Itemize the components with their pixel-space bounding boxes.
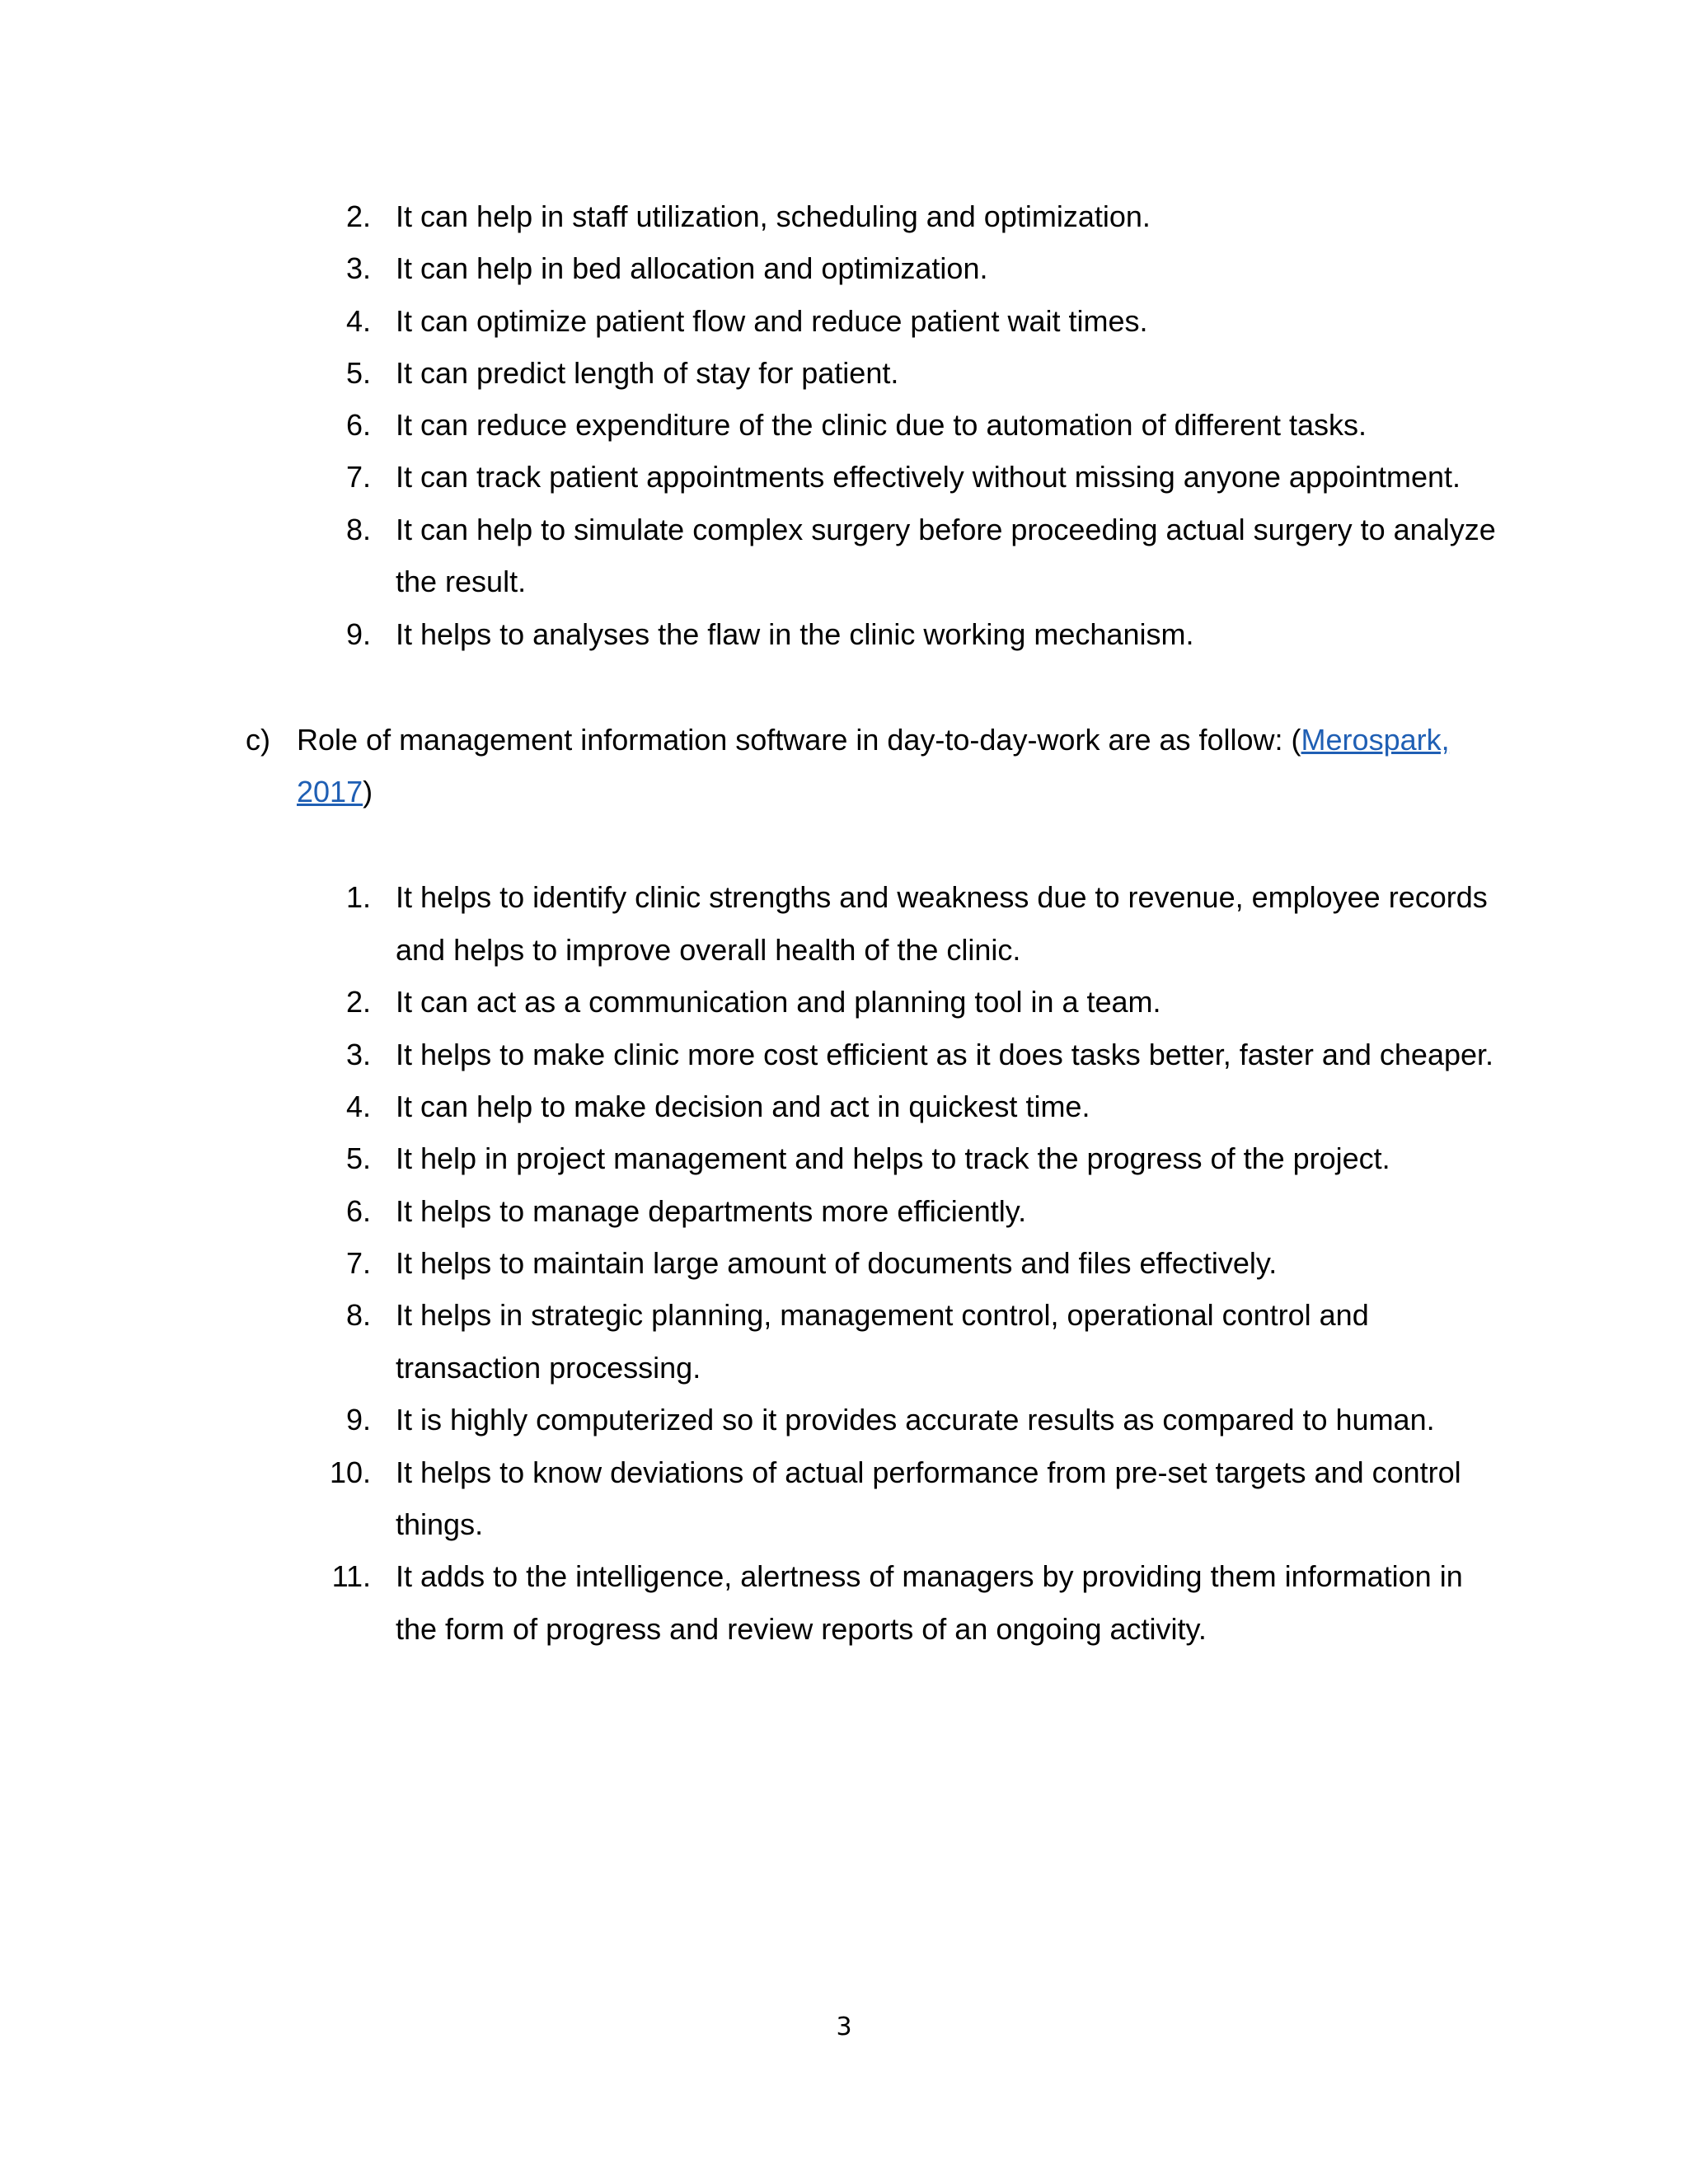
list-item-text: It helps in strategic planning, management control, operational control and (396, 1298, 1369, 1332)
list-item-text: It can reduce expenditure of the clinic due to automation of different tasks. (396, 408, 1367, 442)
list-item-text-continued: the form of progress and review reports of an ongoing activity. (396, 1612, 1207, 1646)
section-c-close-paren: ) (363, 775, 373, 808)
list-number: 3. (345, 251, 371, 285)
list-number: 1. (345, 880, 371, 914)
page-number: 3 (836, 2013, 852, 2041)
list-number: 7. (345, 460, 371, 494)
list-item-text-continued: the result. (396, 565, 527, 598)
list-number: 10. (329, 1455, 371, 1489)
list-item-text: It can track patient appointments effectively without missing anyone appointment. (396, 460, 1461, 494)
list-number: 8. (345, 513, 371, 546)
list-item-text: It helps to maintain large amount of documents and files effectively. (396, 1246, 1278, 1280)
list-number: 11. (331, 1559, 371, 1593)
list-item-text: It is highly computerized so it provides accurate results as compared to human. (396, 1403, 1435, 1436)
citation-link[interactable]: Merospark, (1301, 723, 1450, 757)
list-item-text: It can help in staff utilization, scheduling and optimization. (396, 199, 1151, 233)
list-item-text: It helps to know deviations of actual performance from pre-set targets and control (396, 1455, 1461, 1489)
list-number: 6. (345, 408, 371, 442)
list-number: 5. (345, 1141, 371, 1175)
citation-link-year[interactable]: 2017 (297, 775, 363, 808)
list-number: 3. (345, 1038, 371, 1071)
list-number: 5. (345, 356, 371, 390)
list-item-text: It helps to analyses the flaw in the clinic working mechanism. (396, 617, 1194, 651)
list-item-text: It adds to the intelligence, alertness of managers by providing them information in (396, 1559, 1463, 1593)
list-number: 7. (345, 1246, 371, 1280)
list-number: 9. (345, 617, 371, 651)
list-item-text: It can help to simulate complex surgery before proceeding actual surgery to analyze (396, 513, 1496, 546)
list-item-text: It helps to make clinic more cost efficient as it does tasks better, faster and cheaper. (396, 1038, 1494, 1071)
section-c-lead-text: Role of management information software in day-to-day-work are as follow: ( (297, 723, 1301, 757)
list-number: 9. (345, 1403, 371, 1436)
list-number: 6. (345, 1194, 371, 1228)
list-item-text: It help in project management and helps to track the progress of the project. (396, 1141, 1390, 1175)
list-item-text-continued: things. (396, 1507, 484, 1541)
list-number: 2. (345, 199, 371, 233)
list-item-text: It can act as a communication and planning tool in a team. (396, 985, 1161, 1019)
section-c-text (297, 722, 1450, 758)
list-item-text-continued: transaction processing. (396, 1351, 701, 1385)
list-item-text: It can predict length of stay for patient. (396, 356, 899, 390)
list-number: 4. (345, 1090, 371, 1123)
list-number: 4. (345, 304, 371, 338)
list-item-text: It helps to manage departments more efficiently. (396, 1194, 1027, 1228)
list-item-text-continued: and helps to improve overall health of the clinic. (396, 933, 1021, 967)
list-item-text: It can help in bed allocation and optimization. (396, 251, 988, 285)
section-marker: c) (246, 723, 270, 757)
list-item-text: It helps to identify clinic strengths and weakness due to revenue, employee records (396, 880, 1488, 914)
section-c-text-continued (297, 774, 373, 810)
list-number: 8. (345, 1298, 371, 1332)
list-item-text: It can optimize patient flow and reduce patient wait times. (396, 304, 1148, 338)
list-number: 2. (345, 985, 371, 1019)
list-item-text: It can help to make decision and act in quickest time. (396, 1090, 1090, 1123)
